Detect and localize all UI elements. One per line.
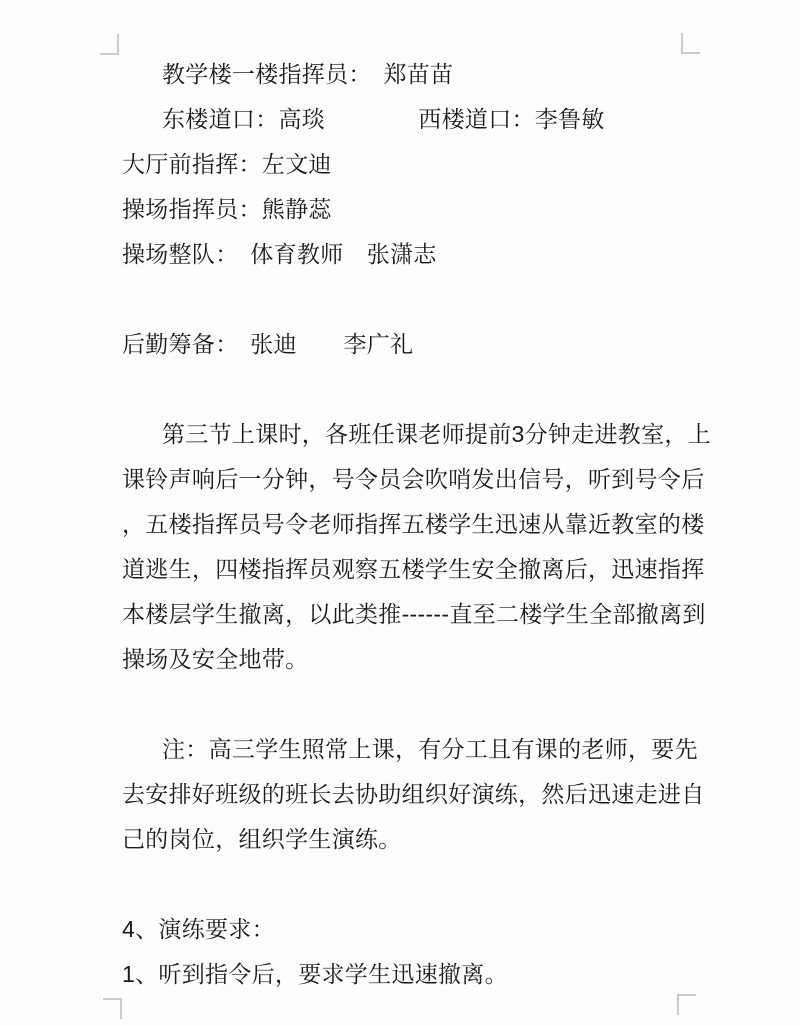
note-paragraph-line: 去安排好班级的班长去协助组织好演练，然后迅速走进自 xyxy=(122,781,705,807)
requirement-item: 1、听到指令后，要求学生迅速撤离。 xyxy=(122,961,508,987)
note-paragraph-line: 己的岗位，组织学生演练。 xyxy=(122,826,402,852)
procedure-paragraph-line: 操场及安全地带。 xyxy=(122,646,309,672)
note-paragraph-line: 注：高三学生照常上课，有分工且有课的老师，要先 xyxy=(162,736,698,762)
text-boundary-mark-bottom-left-icon xyxy=(103,998,122,1019)
requirements-heading: 4、演练要求： xyxy=(122,916,275,942)
procedure-paragraph-line: 第三节上课时，各班任课老师提前3分钟走进教室，上 xyxy=(162,421,711,447)
blank-line xyxy=(122,682,684,727)
blank-line xyxy=(122,367,684,412)
procedure-paragraph-line: 本楼层学生撤离，以此类推------直至二楼学生全部撤离到 xyxy=(122,601,706,627)
assignment-line-playground-commander: 操场指挥员：熊静蕊 xyxy=(122,196,332,222)
procedure-paragraph-line: 道逃生，四楼指挥员观察五楼学生安全撤离后，迅速指挥 xyxy=(122,556,705,582)
procedure-paragraph-line: ，五楼指挥员号令老师指挥五楼学生迅速从靠近教室的楼 xyxy=(122,511,705,537)
blank-line xyxy=(122,277,684,322)
assignment-line-building-commander: 教学楼一楼指挥员： 郑苗苗 xyxy=(162,61,454,87)
assignment-line-playground-assembly: 操场整队： 体育教师 张潇志 xyxy=(122,241,437,267)
text-boundary-mark-bottom-right-icon xyxy=(677,994,696,1015)
blank-line xyxy=(122,862,684,907)
assignment-line-hall-commander: 大厅前指挥：左文迪 xyxy=(122,151,332,177)
procedure-paragraph-line: 课铃声响后一分钟，号令员会吹哨发出信号，听到号令后 xyxy=(122,466,705,492)
text-boundary-mark-top-right-icon xyxy=(681,33,700,54)
assignment-line-stair-exits: 东楼道口：高琰 西楼道口：李鲁敏 xyxy=(162,106,605,132)
document-body xyxy=(122,52,711,997)
text-boundary-mark-top-left-icon xyxy=(100,34,119,55)
logistics-line: 后勤筹备： 张迪 李广礼 xyxy=(122,331,414,357)
